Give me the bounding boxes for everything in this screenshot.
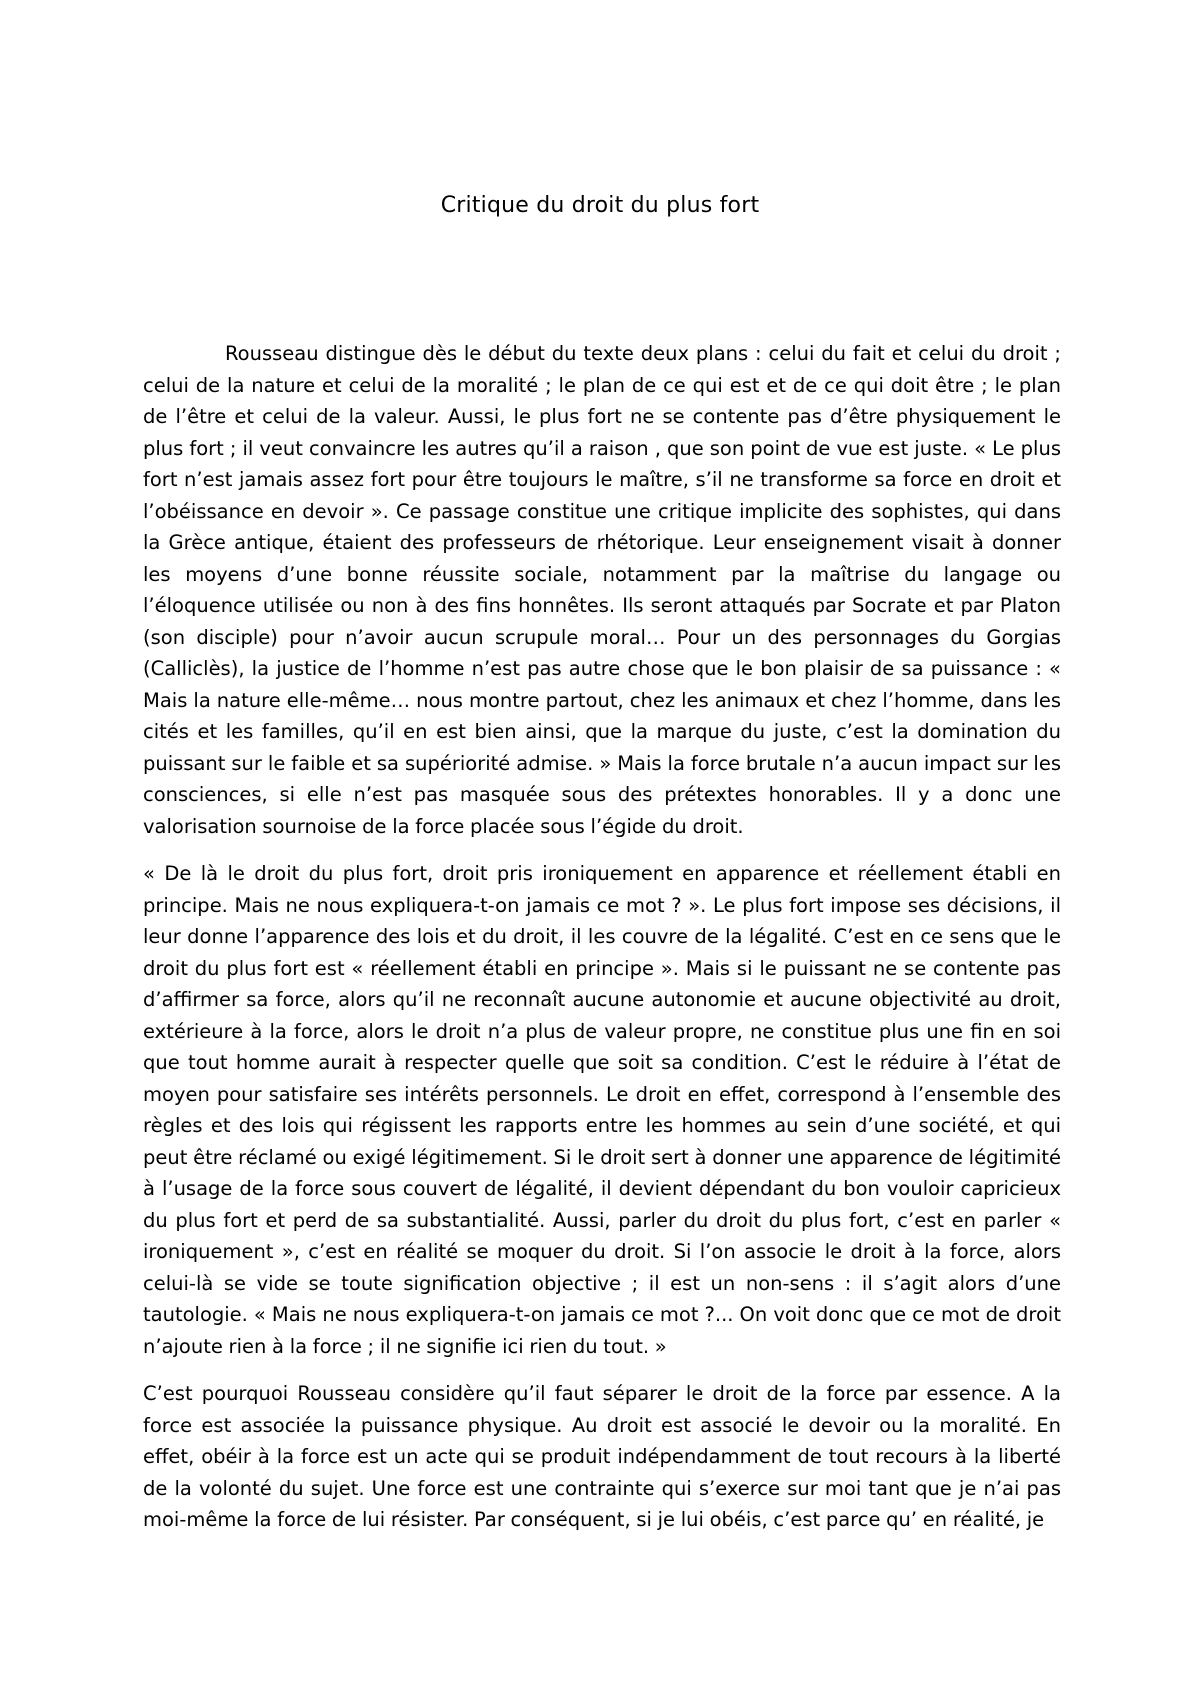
paragraph-2: « De là le droit du plus fort, droit pris ironiquement en apparence et réellement établi en principe. Mais ne nous expliquera-t-on jamais ce mot ? ». Le plus fort impose ses décisions, il leur donne l’apparence des lois et du droit, il les couvre de la légalité. C’est en ce sens que le droit du plus fort est « réellement établi en principe ». Mais si le puissant ne se contente pas d’affirmer sa force, alors qu’il ne reconnaît aucune autonomie et aucune objectivité au droit, extérieure à la force, alors le droit n’a plus de valeur propre, ne constitue plus une fin en soi que tout homme aurait à respecter quelle que soit sa condition. C’est le réduire à l’état de moyen pour satisfaire ses intérêts personnels. Le droit en effet, correspond à l’ensemble des règles et des lois qui régissent les rapports entre les hommes au sein d’une société, et qui peut être réclamé ou exigé légitimement. Si le droit sert à donner une apparence de légitimité à l’usage de la force sous couvert de légalité, il devient dépendant du bon vouloir capricieux du plus fort et perd de sa substantialité. Aussi, parler du droit du plus fort, c’est en parler « ironiquement », c’est en réalité se moquer du droit. Si l’on associe le droit à la force, alors celui-là se vide se toute signification objective ; il est un non-sens : il s’agit alors d’une tautologie. « Mais ne nous expliquera-t-on jamais ce mot ?... On voit donc que ce mot de droit n’ajoute rien à la force ; il ne signifie ici rien du tout. » <box>143 862 1061 1358</box>
document-title: Critique du droit du plus fort <box>440 193 760 218</box>
paragraph-1: Rousseau distingue dès le début du texte deux plans : celui du fait et celui du droit ; celui de la nature et celui de la moralité ; le plan de ce qui est et de ce qui doit être ; le plan de l’être et celui de la valeur. Aussi, le plus fort ne se contente pas d’être physiquement le plus fort ; il veut convaincre les autres qu’il a raison , que son point de vue est juste. « Le plus fort n’est jamais assez fort pour être toujours le maître, s’il ne transforme sa force en droit et l’obéissance en devoir ». Ce passage constitue une critique implicite des sophistes, qui dans la Grèce antique, étaient des professeurs de rhétorique. Leur enseignement visait à donner les moyens d’une bonne réussite sociale, notamment par la maîtrise du langage ou l’éloquence utilisée ou non à des fins honnêtes. Ils seront attaqués par Socrate et par Platon (son disciple) pour n’avoir aucun scrupule moral… Pour un des personnages du Gorgias (Calliclès), la justice de l’homme n’est pas autre chose que le bon plaisir de sa puissance : « Mais la nature elle-même… nous montre partout, chez les animaux et chez l’homme, dans les cités et les familles, qu’il en est bien ainsi, que la marque du juste, c’est la domination du puissant sur le faible et sa supériorité admise. » Mais la force brutale n’a aucun impact sur les consciences, si elle n’est pas masquée sous des prétextes honorables. Il y a donc une valorisation sournoise de la force placée sous l’égide du droit. <box>143 342 1061 838</box>
paragraph-3: C’est pourquoi Rousseau considère qu’il faut séparer le droit de la force par essence. A la force est associée la puissance physique. Au droit est associé le devoir ou la moralité. En effet, obéir à la force est un acte qui se produit indépendamment de tout recours à la liberté de la volonté du sujet. Une force est une contrainte qui s’exerce sur moi tant que je n’ai pas moi-même la force de lui résister. Par conséquent, si je lui obéis, c’est parce qu’ en réalité, je <box>143 1382 1061 1531</box>
document-body <box>143 338 1061 1552</box>
